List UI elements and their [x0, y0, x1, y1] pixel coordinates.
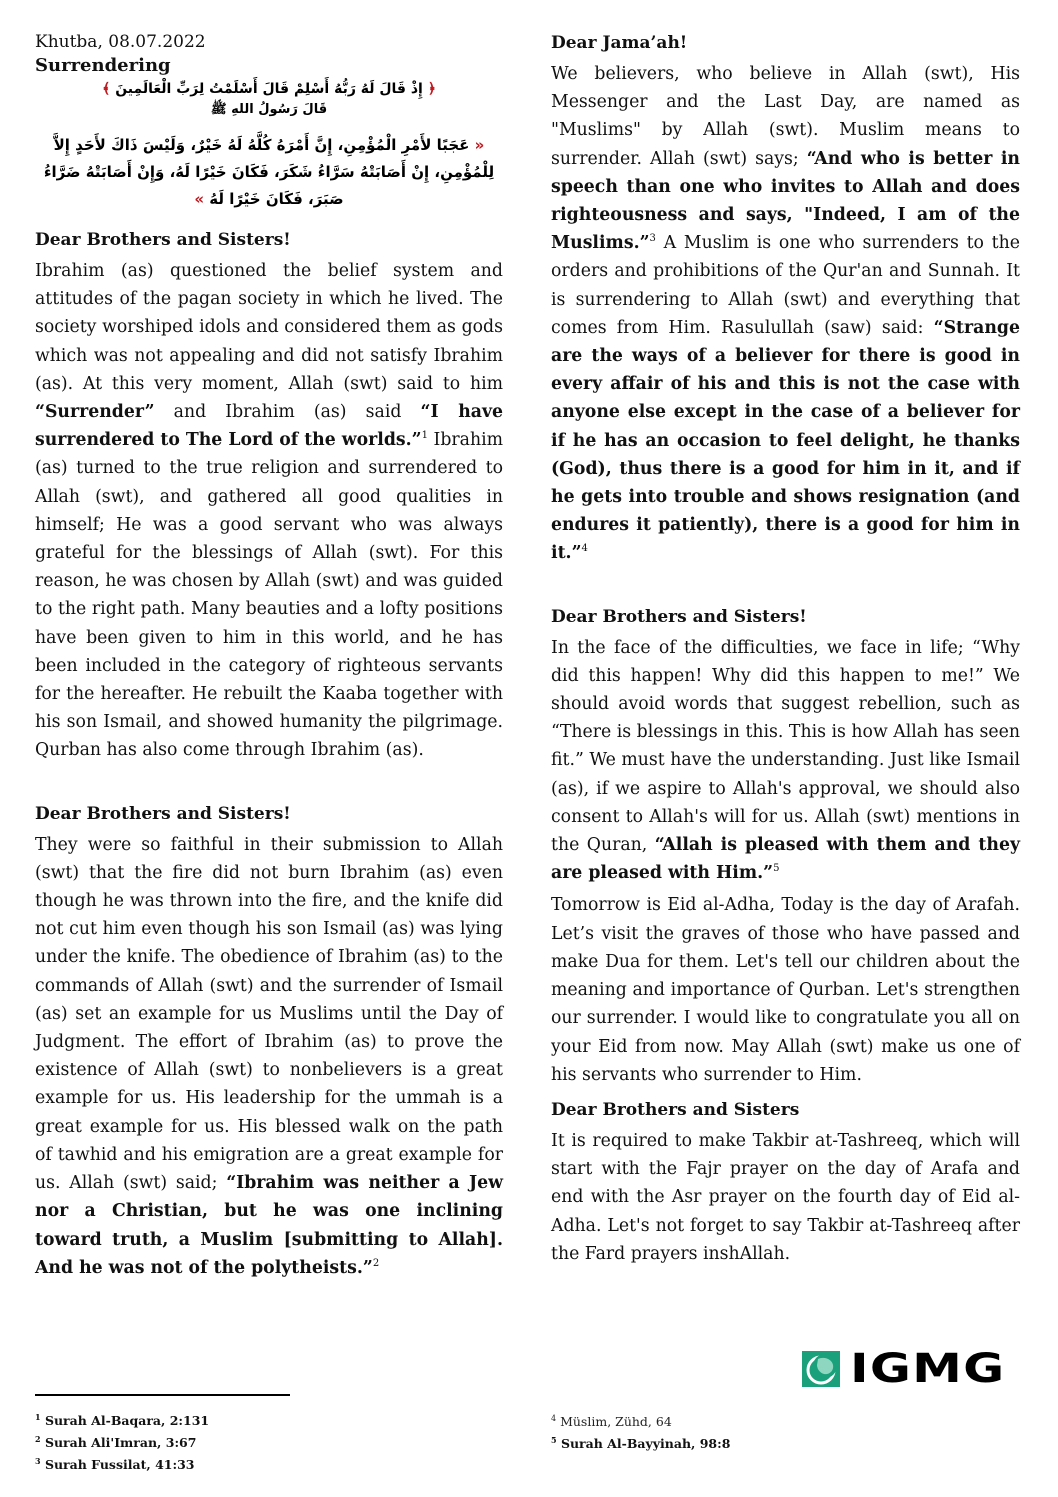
paragraph: It is required to make Takbir at-Tashreeq, which will start with the Fajr prayer on the day of Arafa and end with the Asr prayer on the fourth day of Eid al-Adha. Let's not forget to say Takbir at-Tashreeq after the Fard prayers inshAllah.	[551, 1130, 1020, 1264]
text: They were so faithful in their submission to Allah (swt) that the fire did not burn Ibrahim (as) even though he was thrown into the fire, and the knife did not cut him even though his son Ismail (as) was lying under the knife. The obedience of Ibrahim (as) to the commands of Allah (swt) and the surrender of Ismail (as) set an example for us Muslims until the Day of Judgment. The effort of Ibrahim (as) to prove the existence of Allah (swt) to nonbelievers is a great example for us. His leadership for the ummah is a great example for us. His blessed walk on the path of tawhid and his emigration are a great example for us. Allah (swt) said;	[35, 834, 503, 1194]
footnote: $^3$ Surah Fussilat, 41:33	[35, 1456, 195, 1473]
footnote: $^5$ Surah Al-Bayyinah, 98:8	[551, 1435, 731, 1452]
logo-text: IGMG	[850, 1346, 1006, 1392]
footnote-ref[interactable]: 2	[372, 1257, 380, 1269]
khutba-date: Khutba, 08.07.2022	[35, 32, 206, 52]
quote-bold: “I have surrendered to The Lord of the worlds.”	[35, 402, 503, 451]
section-heading: Dear Brothers and Sisters	[551, 1099, 800, 1120]
ayah-text: إِذْ قَالَ لَهُ رَبُّهُ أَسْلِمْ قَالَ أَسْلَمْتُ لِرَبِّ الْعَالَمِينَ	[115, 81, 423, 97]
section-heading: Dear Brothers and Sisters!	[551, 606, 807, 627]
footnote: $^1$ Surah Al-Baqara, 2:131	[35, 1412, 210, 1429]
quote-bold: “Ibrahim was neither a Jew nor a Christian, but he was one inclining toward truth, a Muslim [submitting to Allah]. And he was not of the polytheists.”	[35, 1173, 503, 1278]
section-heading: Dear Jama’ah!	[551, 33, 688, 53]
arabic-hadith	[35, 132, 503, 213]
footnote-divider	[35, 1394, 290, 1396]
ayah-open-bracket: ﴿	[427, 81, 436, 97]
footnote-ref[interactable]: 4	[581, 543, 588, 555]
text: and Ibrahim (as) said	[154, 402, 421, 423]
section-heading: Dear Brothers and Sisters!	[35, 230, 291, 250]
quote-bold: “Strange are the ways of a believer for there is good in every affair of his and this is not the case with anyone else except in the case of a believer for if he has an occasion to feel delight, he thanks (God), thus there is a good for him in it, and if he gets into trouble and shows resignation (and endures it patiently), there is a good for him in it.”	[551, 317, 1020, 564]
text: Ibrahim (as) turned to the true religion and surrendered to Allah (swt), and gathered all good qualities in himself; He was a good servant who was always grateful for the blessings of Allah (swt). For this reason, he was chosen by Allah (swt) and was guided to the right path. Many beauties and a lofty positions have been given to him in this world, and he has been included in the category of righteous servants for the hereafter. He rebuilt the Kaaba together with his son Ismail, and showed humanity the pilgrimage. Qurban has also come through Ibrahim (as).	[35, 430, 503, 761]
footnotes-left	[35, 1394, 290, 1474]
page-title: Surrendering	[35, 55, 171, 76]
paragraph	[35, 831, 503, 1282]
paragraph	[551, 60, 1020, 568]
quote-bold: “Surrender”	[35, 402, 155, 423]
igmg-logo	[802, 1346, 1006, 1392]
hadith-source: قَالَ رَسُولُ اللهِ ﷺ	[210, 102, 328, 117]
left-column	[35, 30, 503, 1282]
hadith-open-quote: «	[474, 136, 485, 154]
section-heading: Dear Brothers and Sisters!	[35, 803, 291, 824]
hadith-close-quote: »	[194, 190, 205, 208]
paragraph: Tomorrow is Eid al-Adha, Today is the day of Arafah. Let’s visit the graves of those who have passed and make Dua for them. Let's tell our children about the meaning and importance of Qurban. Let's strengthen our surrender. I would like to congratulate you all on your Eid from now. May Allah (swt) make us one of his servants who surrender to Him.	[551, 895, 1020, 1085]
hadith-text: عَجَبًا لأَمْرِ الْمُؤْمِنِ، إِنَّ أَمْرَهُ كُلَّهُ لَهُ خَيْرٌ، وَلَيْسَ ذَاكَ لأَحَدٍ إِلاَّ لِلْمُؤْمِنِ، إِنْ أَصَابَتْهُ سَرَّاءُ شَكَرَ، فَكَانَ خَيْرًا لَهُ، وَإِنْ أَصَابَتْهُ ضَرَّاءُ صَبَرَ، فَكَانَ خَيْرًا لَهُ	[43, 136, 495, 208]
footnote-ref[interactable]: 1	[421, 430, 428, 442]
text: A Muslim is one who surrenders to the orders and prohibitions of the Qur'an and Sunnah. It is surrendering to Allah (swt) and everything that comes from Him. Rasulullah (saw) said:	[551, 233, 1020, 338]
text: Ibrahim (as) questioned the belief system and attitudes of the pagan society in which he lived. The society worshiped idols and considered them as gods which was not appealing and did not satisfy Ibrahim (as). At this very moment, Allah (swt) said to him	[35, 261, 503, 394]
text: We believers, who believe in Allah (swt), His Messenger and the Last Day, are named as "Muslims" by Allah (swt). Muslim means to surrender. Allah (swt) says;	[551, 64, 1020, 169]
quote-bold: “Allah is pleased with them and they are pleased with Him.”	[551, 835, 1020, 884]
crescent-globe-icon	[802, 1351, 840, 1387]
footnote: $^2$ Surah Ali'Imran, 3:67	[35, 1434, 197, 1451]
footnotes-right	[551, 1410, 730, 1453]
footnote: $^4$ Müslim, Zühd, 64	[551, 1414, 672, 1430]
footnote-ref[interactable]: 3	[649, 233, 656, 245]
paragraph	[35, 257, 503, 765]
text: In the face of the difficulties, we face in life; “Why did this happen! Why did this happen to me!” We should avoid words that suggest rebellion, such as “There is blessings in this. This is how Allah has seen fit.” We must have the understanding. Just like Ismail (as), if we aspire to Allah's approval, we should also consent to Allah's will for us. Allah (swt) mentions in the Quran,	[551, 637, 1020, 856]
footnote-ref[interactable]: 5	[773, 863, 780, 875]
ayah-close-bracket: ﴾	[102, 81, 111, 97]
arabic-ayah	[35, 78, 503, 100]
right-column	[551, 30, 1020, 1268]
quote-bold: “And who is better in speech than one who invites to Allah and does righteousness and says, "Indeed, I am of the Muslims.”	[551, 148, 1020, 254]
paragraph	[551, 634, 1020, 888]
